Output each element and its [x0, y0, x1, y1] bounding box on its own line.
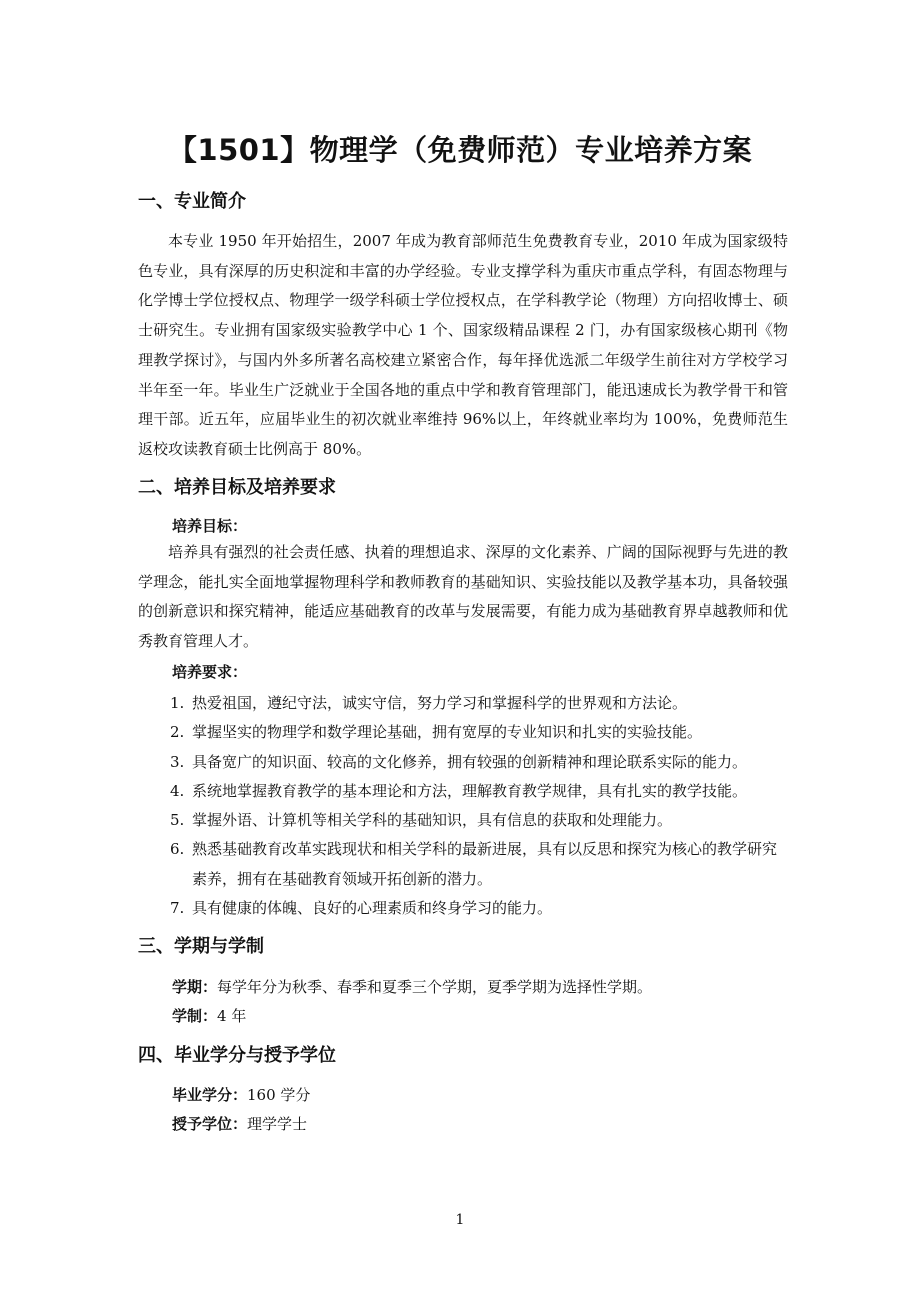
length-field	[172, 1004, 246, 1028]
requirement-text: 具有健康的体魄、良好的心理素质和终身学习的能力。	[192, 899, 553, 918]
document-title: 【1501】物理学（免费师范）专业培养方案	[167, 133, 753, 167]
requirement-number: 6.	[170, 840, 185, 859]
requirement-item	[170, 777, 790, 806]
requirement-item	[170, 689, 790, 718]
requirement-text: 掌握坚实的物理学和数学理论基础，拥有宽厚的专业知识和扎实的实验技能。	[192, 723, 703, 742]
goal-paragraph: 培养具有强烈的社会责任感、执着的理想追求、深厚的文化素养、广阔的国际视野与先进的教学理念，能扎实全面地掌握物理科学和教师教育的基础知识、实验技能以及教学基本功，具备较强的创新意识和探究精神，能适应基础教育的改革与发展需要，有能力成为基础教育界卓越教师和优秀教育管理人才。	[138, 543, 788, 651]
credits-value: 160 学分	[247, 1086, 311, 1104]
term-field	[172, 975, 652, 999]
section-heading-credits: 四、毕业学分与授予学位	[138, 1045, 336, 1066]
term-label: 学期：	[172, 978, 218, 996]
requirement-number: 1.	[170, 694, 185, 712]
length-label: 学制：	[172, 1007, 218, 1025]
degree-value: 理学学士	[247, 1115, 308, 1133]
requirement-item	[170, 806, 790, 835]
requirement-text: 掌握外语、计算机等相关学科的基础知识，具有信息的获取和处理能力。	[192, 811, 673, 830]
section-heading-intro: 一、专业简介	[138, 191, 246, 212]
requirement-item	[170, 748, 790, 777]
term-value: 每学年分为秋季、春季和夏季三个学期，夏季学期为选择性学期。	[217, 978, 653, 996]
goal-label: 培养目标：	[172, 517, 248, 535]
degree-label: 授予学位：	[172, 1115, 248, 1133]
page-number: 1	[455, 1212, 465, 1228]
requirement-text: 系统地掌握教育教学的基本理论和方法，理解教育教学规律，具有扎实的教学技能。	[192, 781, 748, 800]
requirement-item	[170, 835, 790, 894]
requirement-text: 具备宽广的知识面、较高的文化修养，拥有较强的创新精神和理论联系实际的能力。	[192, 752, 748, 771]
requirement-number: 2.	[170, 723, 185, 742]
section-heading-goals: 二、培养目标及培养要求	[138, 477, 336, 498]
requirement-item	[170, 718, 790, 747]
credits-label: 毕业学分：	[172, 1086, 248, 1104]
requirement-item	[170, 894, 790, 923]
requirement-number: 5.	[170, 811, 185, 830]
degree-field	[172, 1112, 307, 1136]
credits-field	[172, 1083, 310, 1107]
requirements-list	[170, 689, 790, 923]
section-heading-terms: 三、学期与学制	[138, 936, 264, 957]
requirements-label: 培养要求：	[172, 663, 248, 681]
requirement-number: 3.	[170, 752, 185, 771]
length-value: 4 年	[217, 1007, 247, 1025]
requirement-text: 热爱祖国，遵纪守法，诚实守信，努力学习和掌握科学的世界观和方法论。	[192, 694, 688, 712]
intro-paragraph: 本专业 1950 年开始招生，2007 年成为教育部师范生免费教育专业，2010 年成为国家级特色专业，具有深厚的历史积淀和丰富的办学经验。专业支撑学科为重庆市重点学科，有固态物理与化学博士学位授权点、物理学一级学科硕士学位授权点，在学科教学论（物理）方向招收博士、硕士研究生。专业拥有国家级实验教学中心 1 个、国家级精品课程 2 门，办有国家级核心期刊《物理教学探讨》，与国内外多所著名高校建立紧密合作，每年择优选派二年级学生前往对方学校学习半年至一年。毕业生广泛就业于全国各地的重点中学和教育管理部门，能迅速成长为教学骨干和管理干部。近五年，应届毕业生的初次就业率维持 96%以上，年终就业率均为 100%，免费师范生返校攻读教育硕士比例高于 80%。	[138, 232, 788, 458]
requirement-text: 熟悉基础教育改革实践现状和相关学科的最新进展，具有以反思和探究为核心的教学研究素养，拥有在基础教育领域开拓创新的潜力。	[192, 840, 778, 888]
requirement-number: 7.	[170, 899, 185, 918]
requirement-number: 4.	[170, 781, 185, 800]
